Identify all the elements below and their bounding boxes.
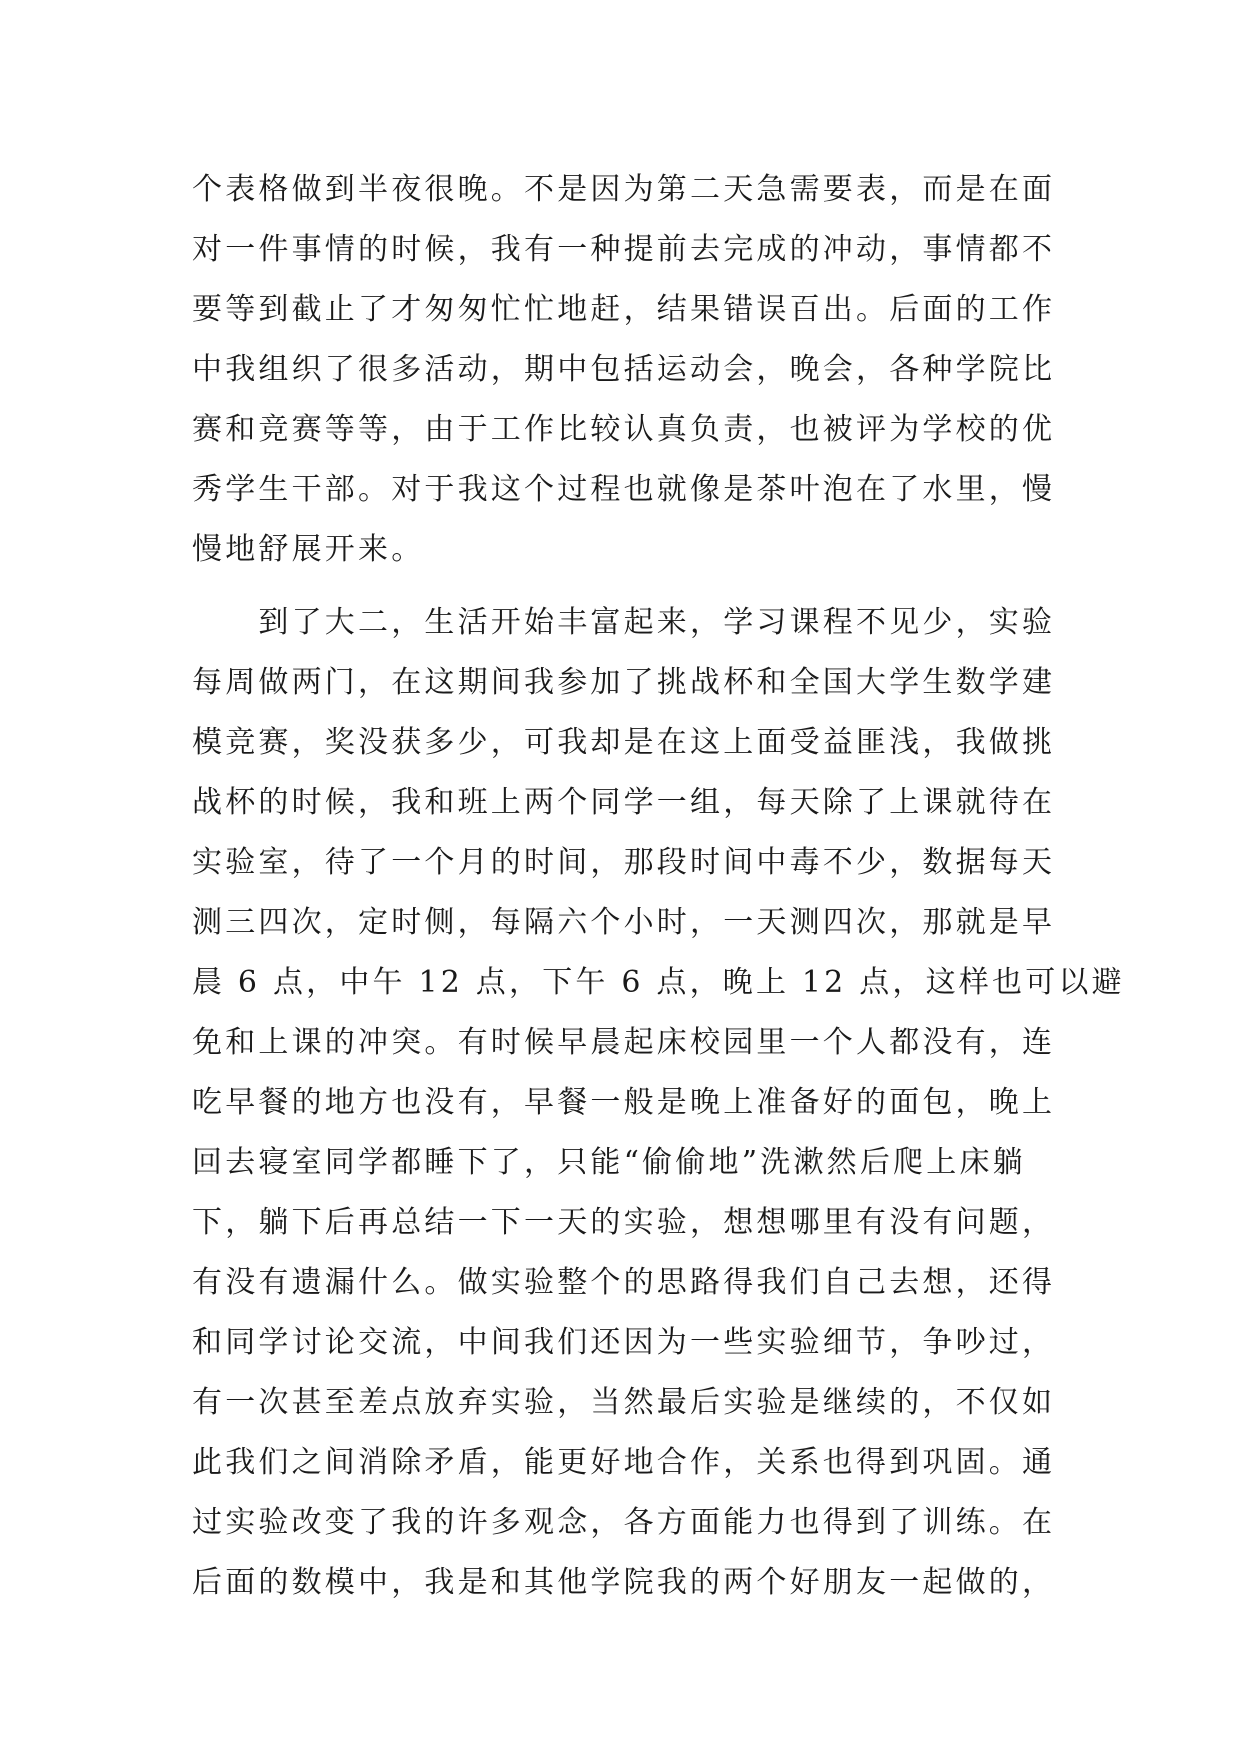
paragraph-2 <box>192 593 1125 1673</box>
text-line: 回去寝室同学都睡下了，只能“偷偷地”洗漱然后爬上床躺 <box>192 1145 1026 1180</box>
body-text <box>192 160 1125 1673</box>
text-line: 过实验改变了我的许多观念，各方面能力也得到了训练。在 <box>192 1505 1056 1540</box>
text-line: 中我组织了很多活动，期中包括运动会，晚会，各种学院比 <box>192 352 1056 387</box>
paragraph-1 <box>192 160 1072 580</box>
text-line: 模竞赛，奖没获多少，可我却是在这上面受益匪浅，我做挑 <box>192 725 1056 760</box>
text-line: 要等到截止了才匆匆忙忙地赶，结果错误百出。后面的工作 <box>192 292 1056 327</box>
text-line <box>192 1613 1072 1673</box>
text-line: 晨 6 点，中午 12 点，下午 6 点，晚上 12 点，这样也可以避 <box>192 965 1125 1000</box>
text-line: 后面的数模中，我是和其他学院我的两个好朋友一起做的， <box>192 1565 1056 1600</box>
paragraph-spacing <box>192 580 1072 593</box>
text-line: 此我们之间消除矛盾，能更好地合作，关系也得到巩固。通 <box>192 1445 1056 1480</box>
text-line: 个表格做到半夜很晚。不是因为第二天急需要表，而是在面 <box>192 172 1056 207</box>
text-line: 下，躺下后再总结一下一天的实验，想想哪里有没有问题， <box>192 1205 1056 1240</box>
text-line: 免和上课的冲突。有时候早晨起床校园里一个人都没有，连 <box>192 1025 1056 1060</box>
text-line: 慢地舒展开来。 <box>192 532 425 567</box>
text-line: 每周做两门，在这期间我参加了挑战杯和全国大学生数学建 <box>192 665 1056 700</box>
text-line: 到了大二，生活开始丰富起来，学习课程不见少，实验 <box>192 605 1056 640</box>
text-line: 实验室，待了一个月的时间，那段时间中毒不少，数据每天 <box>192 845 1056 880</box>
text-line: 秀学生干部。对于我这个过程也就像是茶叶泡在了水里，慢 <box>192 472 1056 507</box>
text-line: 有没有遗漏什么。做实验整个的思路得我们自己去想，还得 <box>192 1265 1056 1300</box>
text-line: 有一次甚至差点放弃实验，当然最后实验是继续的，不仅如 <box>192 1385 1056 1420</box>
text-line: 吃早餐的地方也没有，早餐一般是晚上准备好的面包，晚上 <box>192 1085 1056 1120</box>
text-line: 战杯的时候，我和班上两个同学一组，每天除了上课就待在 <box>192 785 1056 820</box>
text-line: 和同学讨论交流，中间我们还因为一些实验细节，争吵过， <box>192 1325 1056 1360</box>
text-line: 测三四次，定时侧，每隔六个小时，一天测四次，那就是早 <box>192 905 1056 940</box>
text-line: 赛和竞赛等等，由于工作比较认真负责，也被评为学校的优 <box>192 412 1056 447</box>
text-line: 对一件事情的时候，我有一种提前去完成的冲动，事情都不 <box>192 232 1056 267</box>
